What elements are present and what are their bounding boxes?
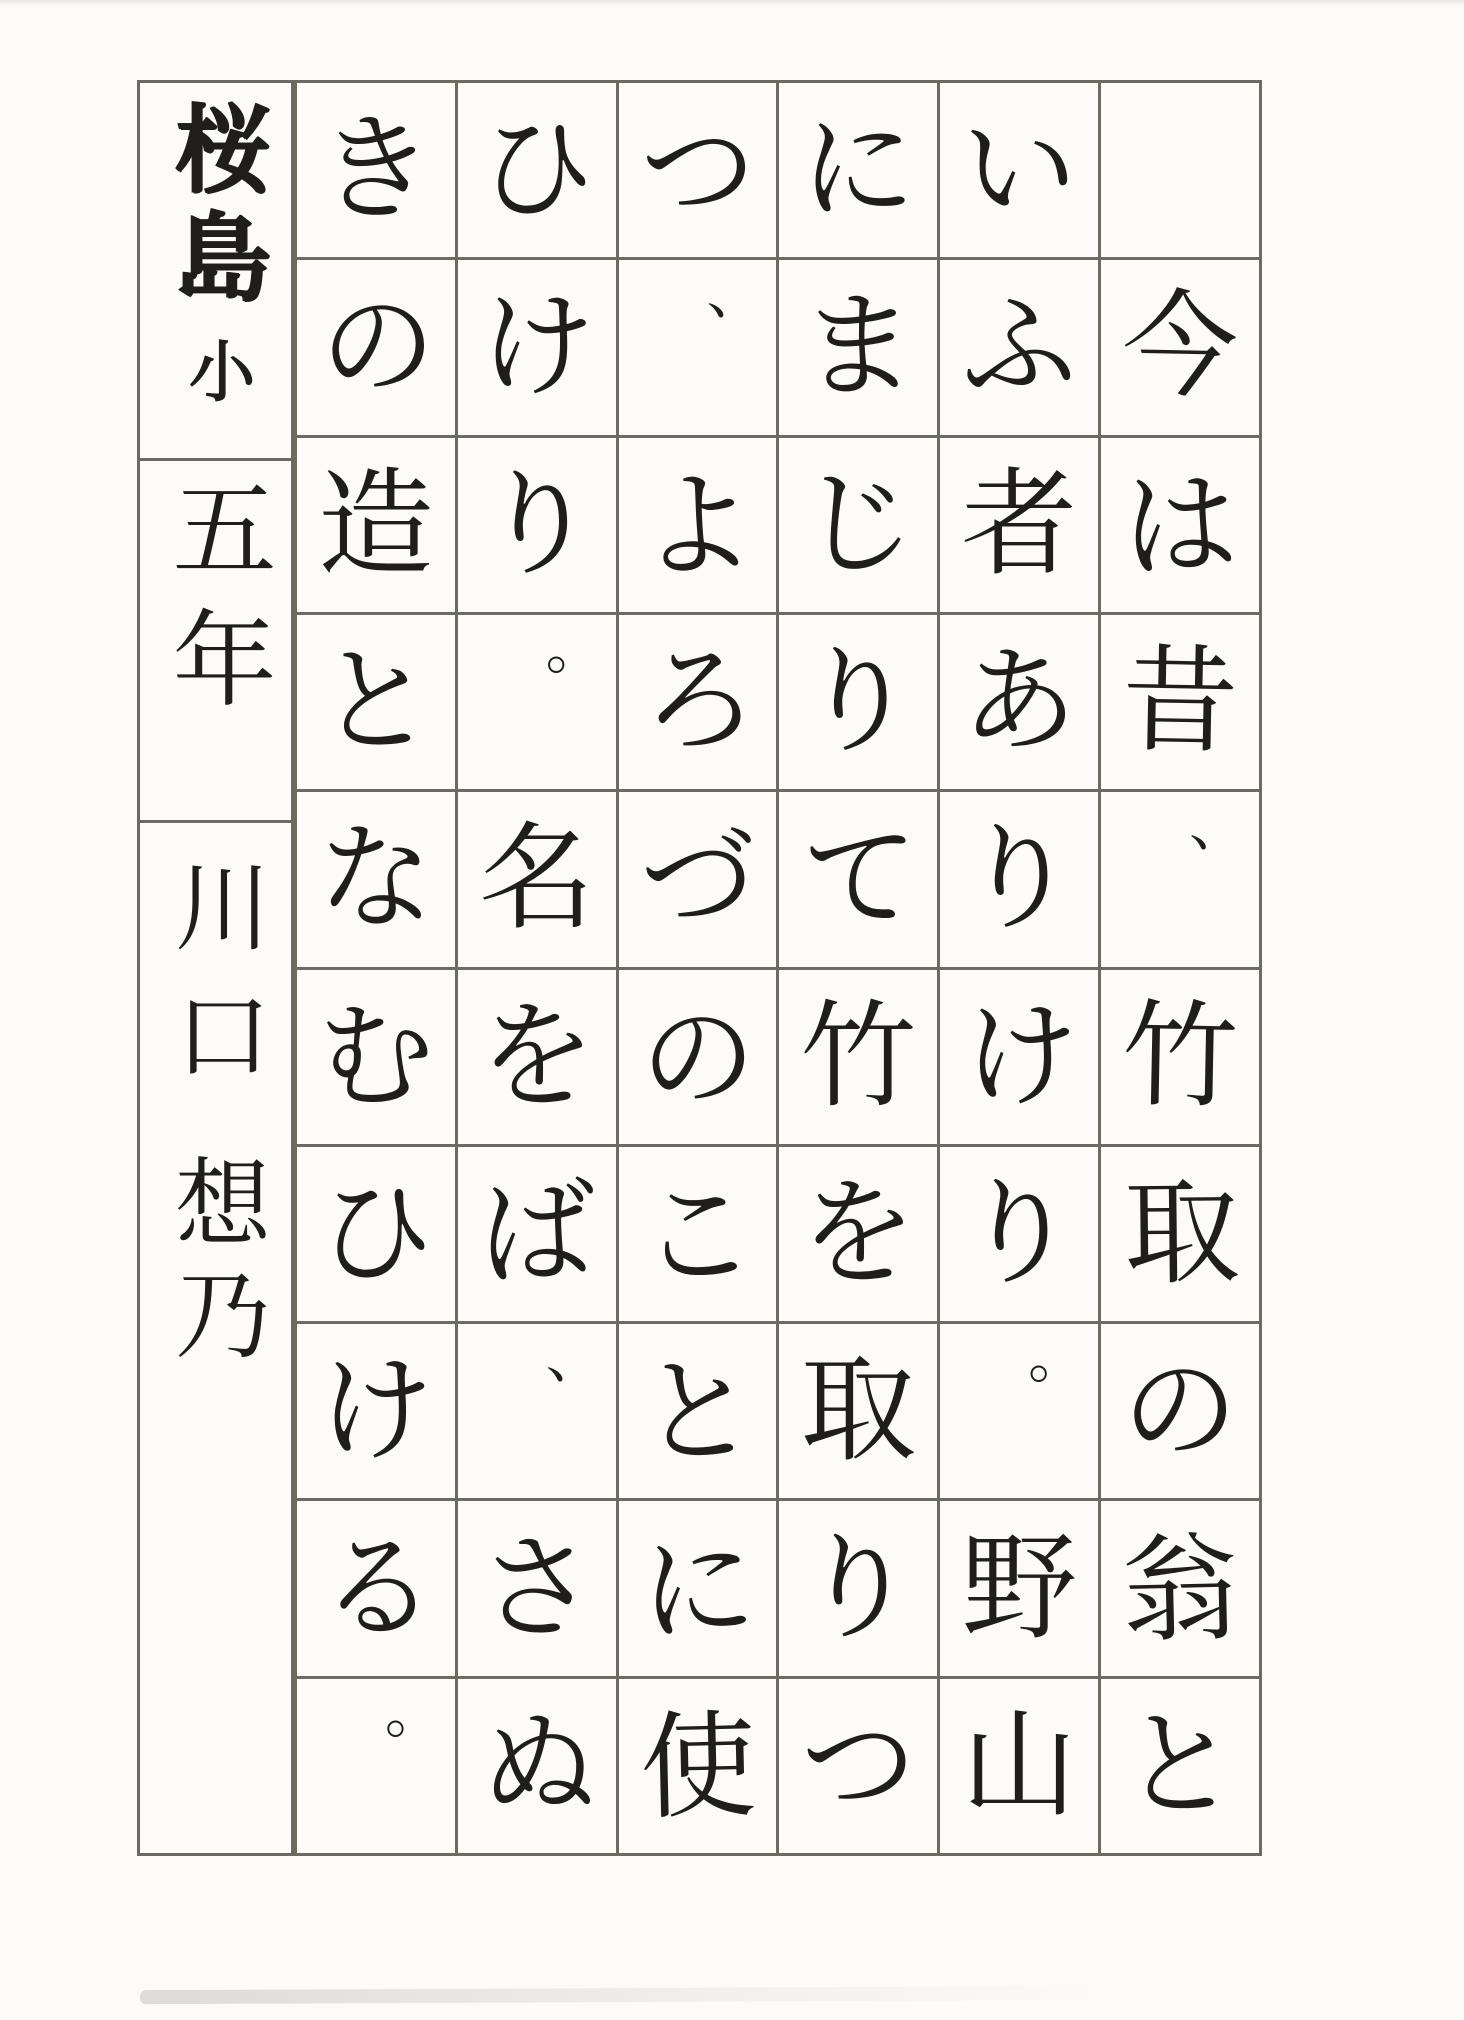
grid-cell-col3-row2: [776, 257, 937, 434]
grid-cell-col5-row10: [455, 1676, 616, 1853]
handwritten-character: 野: [961, 1520, 1078, 1656]
grid-cell-col5-row3: [455, 435, 616, 612]
handwritten-character: 者: [961, 456, 1078, 592]
grid-cell-col1-row5: [1098, 789, 1259, 966]
handwritten-character: り: [961, 1165, 1078, 1301]
grid-cell-col5-row7: [455, 1144, 616, 1321]
grid-cell-col2-row8: [937, 1321, 1098, 1498]
scan-edge-shadow-bottom: [140, 1986, 1150, 2004]
handwritten-character: を: [477, 987, 597, 1125]
handwritten-punctuation: 。: [384, 1677, 443, 1746]
writer-givenname-text: 想乃: [159, 1153, 272, 1377]
handwritten-character: は: [1120, 457, 1240, 596]
handwritten-character: 山: [961, 1697, 1078, 1833]
handwritten-character: 名: [478, 811, 595, 947]
grid-cell-col1-row2: [1098, 257, 1259, 434]
handwritten-character: 取: [1123, 1165, 1241, 1302]
scan-edge-shadow-top: [0, 0, 1464, 6]
school-level-text: 小: [177, 337, 255, 403]
grid-cell-col1-row6: [1098, 967, 1259, 1144]
handwritten-punctuation: 。: [1028, 1323, 1087, 1392]
handwritten-character: と: [317, 634, 434, 770]
handwritten-character: 竹: [800, 988, 917, 1124]
grid-cell-col4-row4: [616, 612, 777, 789]
grid-cell-col2-row9: [937, 1498, 1098, 1675]
handwritten-punctuation: 、: [1188, 791, 1247, 860]
handwritten-character: を: [799, 1164, 918, 1303]
handwritten-character: 今: [1120, 278, 1240, 416]
grid-cell-col4-row6: [616, 967, 777, 1144]
handwritten-character: 翁: [1120, 1521, 1240, 1659]
grid-cell-col5-row6: [455, 967, 616, 1144]
grade-section: [140, 458, 291, 820]
grid-cell-col4-row9: [616, 1498, 777, 1675]
handwritten-character: さ: [478, 1520, 595, 1656]
grid-cell-col3-row7: [776, 1144, 937, 1321]
school-section: [140, 83, 291, 458]
handwritten-character: 使: [638, 1698, 758, 1837]
handwritten-character: け: [317, 1343, 434, 1479]
grid-cell-col5-row8: [455, 1321, 616, 1498]
manuscript-grid: [294, 80, 1262, 1856]
handwritten-character: と: [1120, 1696, 1240, 1834]
handwritten-punctuation: 。: [545, 613, 604, 682]
grid-cell-col6-row5: [294, 789, 455, 966]
grid-cell-col4-row2: [616, 257, 777, 434]
handwritten-punctuation: 、: [545, 1323, 604, 1392]
handwritten-character: る: [319, 1519, 437, 1657]
handwritten-character: り: [799, 1519, 918, 1657]
handwritten-character: こ: [638, 1166, 758, 1305]
grid-cell-col6-row2: [294, 257, 455, 434]
grid-cell-col6-row6: [294, 967, 455, 1144]
grade-text: 五年: [154, 475, 277, 735]
handwritten-character: り: [800, 634, 917, 770]
handwritten-character: 取: [800, 1343, 917, 1479]
handwritten-character: け: [477, 278, 597, 416]
writer-name-section: [140, 820, 291, 1856]
grid-cell-col3-row6: [776, 967, 937, 1144]
handwritten-character: つ: [800, 1697, 917, 1833]
handwritten-character: の: [1120, 1342, 1240, 1480]
grid-cell-col6-row7: [294, 1144, 455, 1321]
grid-cell-col5-row2: [455, 257, 616, 434]
handwritten-character: よ: [638, 457, 758, 596]
handwritten-character: き: [317, 102, 434, 238]
handwritten-character: づ: [638, 812, 758, 950]
grid-cell-col3-row5: [776, 789, 937, 966]
handwritten-character: む: [317, 988, 434, 1124]
grid-cell-col3-row3: [776, 435, 937, 612]
grid-cell-col5-row1: [455, 80, 616, 257]
grid-cell-col6-row9: [294, 1498, 455, 1675]
grid-cell-col6-row8: [294, 1321, 455, 1498]
handwritten-character: に: [638, 1521, 758, 1659]
handwritten-character: ひ: [478, 102, 595, 238]
grid-cell-col4-row8: [616, 1321, 777, 1498]
handwritten-character: の: [319, 278, 437, 416]
handwritten-character: 竹: [1120, 987, 1240, 1125]
handwritten-character: あ: [961, 634, 1078, 770]
grid-cell-col5-row4: [455, 612, 616, 789]
handwritten-character: ば: [478, 1165, 595, 1301]
grid-cell-col1-row3: [1098, 435, 1259, 612]
grid-cell-col6-row1: [294, 80, 455, 257]
grid-cell-col6-row3: [294, 435, 455, 612]
handwritten-character: と: [638, 1343, 758, 1482]
handwritten-character: の: [638, 989, 758, 1127]
grid-cell-col1-row9: [1098, 1498, 1259, 1675]
grid-cell-col2-row7: [937, 1144, 1098, 1321]
grid-cell-col3-row9: [776, 1498, 937, 1675]
grid-cell-col2-row10: [937, 1676, 1098, 1853]
handwritten-character: り: [961, 811, 1078, 947]
grid-cell-col4-row1: [616, 80, 777, 257]
grid-cell-col4-row10: [616, 1676, 777, 1853]
school-name-text: 桜島: [159, 99, 272, 315]
handwritten-character: つ: [638, 102, 758, 241]
handwritten-character: ろ: [640, 633, 759, 770]
grid-cell-col3-row8: [776, 1321, 937, 1498]
grid-cell-col2-row6: [937, 967, 1098, 1144]
handwritten-character: 昔: [1120, 632, 1240, 771]
handwritten-punctuation: 、: [706, 259, 765, 328]
handwritten-character: に: [799, 101, 918, 239]
grid-cell-col1-row4: [1098, 612, 1259, 789]
grid-cell-col2-row1: [937, 80, 1098, 257]
handwritten-character: ひ: [317, 1165, 434, 1301]
grid-cell-col3-row10: [776, 1676, 937, 1853]
grid-cell-col4-row5: [616, 789, 777, 966]
handwritten-character: り: [480, 456, 598, 593]
writer-info-column: [137, 80, 294, 1856]
grid-cell-col2-row2: [937, 257, 1098, 434]
handwritten-character: じ: [799, 455, 918, 593]
grid-cell-col4-row3: [616, 435, 777, 612]
grid-cell-col6-row10: [294, 1676, 455, 1853]
grid-cell-col1-row8: [1098, 1321, 1259, 1498]
handwritten-character: て: [801, 810, 920, 947]
handwritten-character: ぬ: [480, 1697, 598, 1834]
grid-cell-col2-row5: [937, 789, 1098, 966]
grid-cell-col4-row7: [616, 1144, 777, 1321]
handwritten-character: ふ: [961, 279, 1078, 415]
grid-cell-col2-row3: [937, 435, 1098, 612]
grid-cell-col6-row4: [294, 612, 455, 789]
writer-surname-text: 川口: [159, 857, 272, 1113]
grid-cell-col5-row9: [455, 1498, 616, 1675]
grid-cell-col1-row10: [1098, 1676, 1259, 1853]
grid-cell-col3-row4: [776, 612, 937, 789]
handwritten-character: い: [961, 102, 1078, 238]
grid-cell-col5-row5: [455, 789, 616, 966]
grid-cell-col1-row1: [1098, 80, 1259, 257]
grid-cell-col2-row4: [937, 612, 1098, 789]
handwritten-character: け: [962, 988, 1080, 1125]
grid-cell-col3-row1: [776, 80, 937, 257]
handwritten-character: な: [317, 811, 434, 947]
grid-cell-col1-row7: [1098, 1144, 1259, 1321]
handwritten-character: 造: [317, 456, 434, 592]
handwritten-character: ま: [800, 279, 917, 415]
